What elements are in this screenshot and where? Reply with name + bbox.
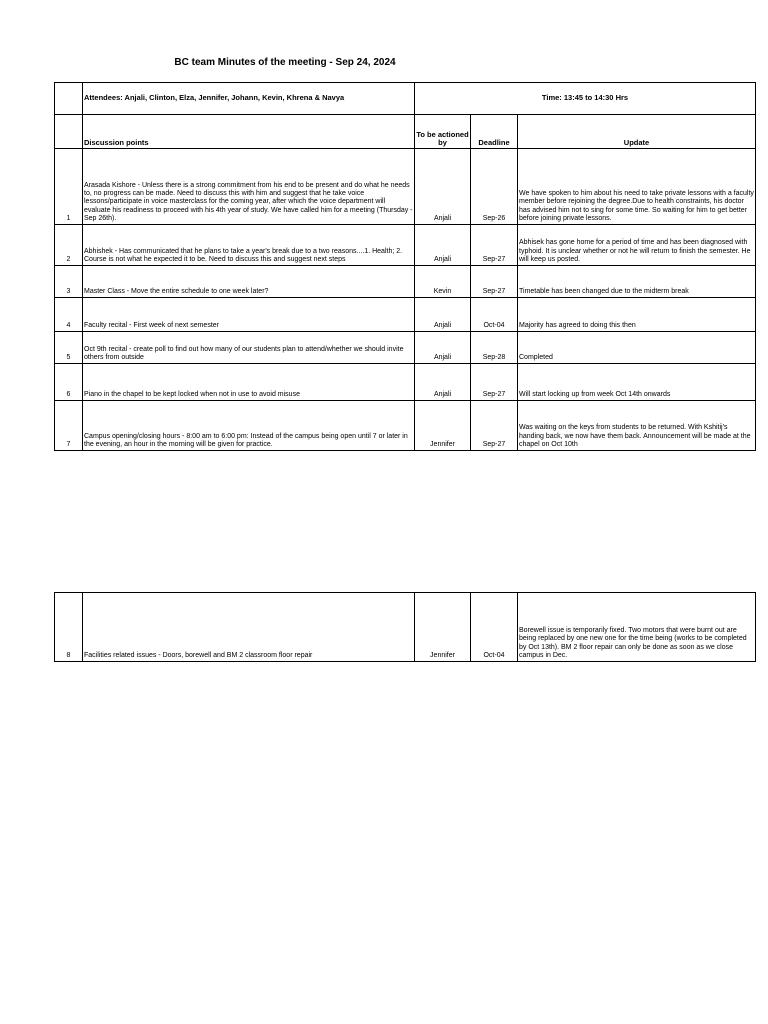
header-actioned: To be actioned by	[415, 115, 471, 149]
deadline: Sep-26	[471, 149, 518, 225]
actioned-by: Anjali	[415, 149, 471, 225]
deadline: Sep-27	[471, 266, 518, 298]
minutes-table	[54, 82, 756, 451]
header-discussion: Discussion points	[83, 115, 415, 149]
actioned-by: Anjali	[415, 225, 471, 266]
update: Abhisek has gone home for a period of time and has been diagnosed with typhoid. It is unclear whether or not he will return to finish the semester. He will keep us posted.	[518, 225, 756, 266]
table-row	[55, 364, 756, 401]
table-row	[55, 225, 756, 266]
actioned-by: Anjali	[415, 364, 471, 401]
deadline: Sep-27	[471, 401, 518, 451]
table-row	[55, 332, 756, 364]
row-number: 6	[55, 364, 83, 401]
deadline: Sep-27	[471, 225, 518, 266]
table-row	[55, 266, 756, 298]
deadline: Oct-04	[471, 593, 518, 662]
update: Majority has agreed to doing this then	[518, 298, 756, 332]
header-update: Update	[518, 115, 756, 149]
blank-cell	[55, 115, 83, 149]
row-number: 1	[55, 149, 83, 225]
minutes-table-continued	[54, 592, 756, 662]
discussion-point: Oct 9th recital - create poll to find out how many of our students plan to attend/whether we should invite others from outside	[83, 332, 415, 364]
discussion-point: Campus opening/closing hours - 8:00 am to 6:00 pm: Instead of the campus being open until 7 or later in the evening, an hour in the morning will be given for practice.	[83, 401, 415, 451]
actioned-by: Jennifer	[415, 593, 471, 662]
attendees-row	[55, 83, 756, 115]
discussion-point: Faculty recital - First week of next semester	[83, 298, 415, 332]
header-deadline: Deadline	[471, 115, 518, 149]
discussion-point: Piano in the chapel to be kept locked when not in use to avoid misuse	[83, 364, 415, 401]
header-row	[55, 115, 756, 149]
row-number: 2	[55, 225, 83, 266]
actioned-by: Kevin	[415, 266, 471, 298]
discussion-point: Master Class - Move the entire schedule to one week later?	[83, 266, 415, 298]
table-row	[55, 401, 756, 451]
update: Timetable has been changed due to the midterm break	[518, 266, 756, 298]
blank-cell	[55, 83, 83, 115]
table-row	[55, 149, 756, 225]
discussion-point: Facilities related issues - Doors, borewell and BM 2 classroom floor repair	[83, 593, 415, 662]
table-row	[55, 298, 756, 332]
deadline: Oct-04	[471, 298, 518, 332]
row-number: 8	[55, 593, 83, 662]
update: Was waiting on the keys from students to be returned. With Kshitij's handing back, we now have them back. Announcement will be made at the chapel on Oct 10th	[518, 401, 756, 451]
actioned-by: Jennifer	[415, 401, 471, 451]
meeting-time: Time: 13:45 to 14:30 Hrs	[415, 83, 756, 115]
deadline: Sep-28	[471, 332, 518, 364]
update: We have spoken to him about his need to take private lessons with a faculty member before rejoining the degree.Due to health constraints, his doctor has advised him not to sing for some time. So waiting for him to get better before joining private lessons.	[518, 149, 756, 225]
actioned-by: Anjali	[415, 298, 471, 332]
deadline: Sep-27	[471, 364, 518, 401]
table-row	[55, 593, 756, 662]
actioned-by: Anjali	[415, 332, 471, 364]
update: Completed	[518, 332, 756, 364]
document-title: BC team Minutes of the meeting - Sep 24, 2024	[174, 57, 396, 68]
update: Will start locking up from week Oct 14th onwards	[518, 364, 756, 401]
row-number: 4	[55, 298, 83, 332]
attendees-text: Attendees: Anjali, Clinton, Elza, Jennifer, Johann, Kevin, Khrena & Navya	[83, 83, 415, 115]
discussion-point: Abhishek - Has communicated that he plans to take a year's break due to a two reasons....1. Health; 2. Course is not what he expected it to be. Need to discuss this and suggest next steps	[83, 225, 415, 266]
row-number: 5	[55, 332, 83, 364]
discussion-point: Arasada Kishore - Unless there is a strong commitment from his end to be present and do what he needs to, no progress can be made. Need to discuss this with him and suggest that he take voice lessons/participate in voice masterclass for the coming year, after which the voice department will evaluate his readiness to proceed with his 4th year of study. We have called him for a meeting (Thursday - Sep 26th).	[83, 149, 415, 225]
update: Borewell issue is temporarily fixed. Two motors that were burnt out are being replaced by one new one for the time being (works to be completed by Oct 13th). BM 2 floor repair can only be done as soon as we close campus in Dec.	[518, 593, 756, 662]
row-number: 7	[55, 401, 83, 451]
row-number: 3	[55, 266, 83, 298]
